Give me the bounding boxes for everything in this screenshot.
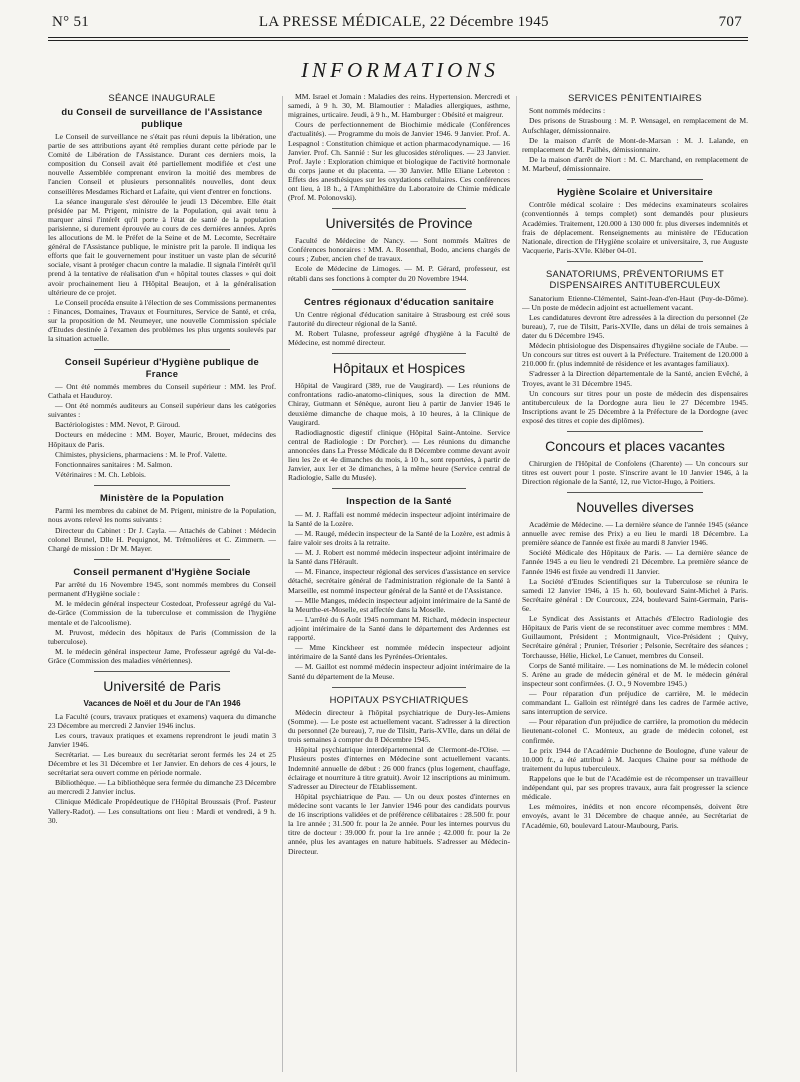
paragraph: Chimistes, physiciens, pharmaciens : M. le Prof. Valette. [55,449,227,459]
article-body [48,712,276,825]
paragraph: Contrôle médical scolaire : Des médecins examinateurs scolaires (conventionnés à temps complet) sont demandés pour plusieurs Académies. Traitement, 120.000 à 130 000 fr. plus diverses indemnités et frais de déplacement. Renseignements au ministère de l'Education Nationale, direction de l'Hygiène scolaire et universitaire, 3, rue Auguste Vacquerie, Paris-XVIe. Kléber 04-01. [522,200,748,255]
paragraph: La séance inaugurale s'est déroulée le jeudi 13 Décembre. Elle était présidée par M. Prigent, ministre de la Population, qui avait tenu à marquer ainsi l'intérêt qu'il porte à l'état de santé de la population parisienne, si durement éprouvée au cours de ces dernières années. Après les allocutions de M. le Préfet de la Seine et de M. Lecomte, Secrétaire général de l'Assistance publique, le ministre prit la parole. Il indiqua les efforts que fait le gouvernement pour instituer un vaste plan de sécurité sociale, visant à protéger chacun contre la maladie. Il signala l'intérêt qu'il prend à la tentative de réalisation d'un « hôpital toutes classes » qui doit avoir prochainement lieu à l'Hôpital Beaujon, et à la généralisation ultérieure de ce projet. [48,196,276,297]
article-body [522,294,748,426]
masthead-rule-2 [48,40,748,41]
paragraph: Hôpital psychiatrique interdépartemental de Clermont-de-l'Oise. — Plusieurs postes d'internes en Médecine sont actuellement vacants. Indemnité annuelle de début : 26 000 francs (plus logement, chauffage, éclairage et nourriture à titre gratuit). Avoir 12 inscriptions au minimum. S'adresser au Directeur de l'Etablissement. [288,745,510,791]
article-body [288,510,510,681]
paragraph: La Faculté (cours, travaux pratiques et examens) vaquera du dimanche 23 Décembre au mercredi 2 Janvier 1946 inclus. [48,711,276,730]
separator-rule [567,261,703,262]
separator-rule [567,431,703,432]
article-seance-inaugurale [48,92,276,343]
article-title: Universités de Province [325,215,473,232]
paragraph: Docteurs en médecine : MM. Boyer, Mauric, Brouet, médecins des Hôpitaux de Paris. [48,430,276,449]
paragraph: — M. Gaillot est nommé médecin inspecteur adjoint intérimaire de la Santé du département de la Meuse. [288,662,510,681]
masthead-rule [48,37,748,38]
article-title: Inspection de la Santé [346,495,452,507]
article-title: Conseil Supérieur d'Hygiène publique de France [64,356,260,379]
article-title: Hygiène Scolaire et Universitaire [557,186,713,198]
paragraph: Des prisons de Strasbourg : M. P. Wensagel, en remplacement de M. Aufschlager, démissionnaire. [522,116,748,135]
paragraph: Par arrêté du 16 Novembre 1945, sont nommés membres du Conseil permanent d'Hygiène sociale : [48,580,276,599]
article-hopitaux-hospices [288,360,510,482]
article-conseil-superieur [48,356,276,479]
paragraph: Vétérinaires : M. Ch. Leblois. [55,469,146,479]
paragraph: Hôpital psychiatrique de Pau. — Un ou deux postes d'internes en médecine sont vacants le 1er Janvier 1946 pour des candidats pourvus de 16 inscriptions validées et de préférence célibataires : 28.500 fr. pour la 1re année ; 31.500 fr. pour la 2e année. Pour les internes pourvus du titre de docteur : 39.000 fr. pour la 1re année ; 42.000 fr. pour la 2e année, plus les avantages en nature habituels. S'adresser au Médecin-Directeur. [288,791,510,856]
paragraph: Le Syndicat des Assistants et Attachés d'Electro Radiologie des Hôpitaux de Paris vient de se reconstituer avec comme membres : MM. Guillaumont, Président ; Montmignault, Vice-Président ; Quivy, Secrétaire général ; Prunier, Trésorier ; Pelsonie, Secrétaire des séances ; Torchausse, Hélie, Hickel, Le Canuet, membres du Conseil. [522,614,748,660]
article-body [288,236,510,283]
article-title: SERVICES PÉNITENTIAIRES [568,92,702,103]
paragraph: Bactériologistes : MM. Nevot, P. Giroud. [55,420,181,430]
separator-rule [567,492,703,493]
article-subtitle: Vacances de Noël et du Jour de l'An 1946 [83,698,241,708]
article-title: Hôpitaux et Hospices [332,360,466,377]
paragraph: Médecin directeur à l'hôpital psychiatrique de Dury-les-Amiens (Somme). — Le poste est actuellement vacant. S'adresser à la direction du personnel (2e bureau), 7, rue de Tilsitt, Paris-XVIIe, dans un délai de trois semaines à compter du 8 Décembre 1945. [288,707,510,745]
paragraph: MM. Israel et Jomain : Maladies des reins. Hypertension. Mercredi et samedi, à 9 h. 30, M. Blamoutier : Maladies allergiques, asthme, migraines, urticaire. Jeudi, à 9 h., M. Hamburger : Obésité et maigreur. [288,92,510,120]
paragraph: Sanatorium Etienne-Clémentel, Saint-Jean-d'en-Haut (Puy-de-Dôme). — Un poste de médecin adjoint est actuellement vacant. [522,293,748,312]
separator-rule [332,353,465,354]
paragraph: Bibliothèque. — La bibliothèque sera fermée du dimanche 23 Décembre au mercredi 2 Janvier inclus. [48,778,276,797]
paragraph: — M. Raugé, médecin inspecteur de la Santé de la Lozère, est admis à faire valoir ses droits à la retraite. [288,528,510,547]
section-banner: INFORMATIONS [301,58,499,82]
paragraph: Sont nommés médecins : [529,106,606,116]
article-title: Ministère de la Population [100,492,224,504]
article-continuation [288,92,510,202]
separator-rule [94,671,231,672]
paragraph: S'adresser à la Direction départementale de la Santé, ancien Evêché, à Troyes, avant le 31 Décembre 1945. [522,369,748,388]
separator-rule [332,687,465,688]
paragraph: Les cours, travaux pratiques et examens reprendront le jeudi matin 3 Janvier 1946. [48,730,276,749]
paragraph: Les candidatures devront être adressées à la direction du personnel (2e bureau), 7, rue de Tilsitt, Paris-XVIIe, dans un délai de trois semaines à dater du 6 Décembre 1945. [522,312,748,340]
paragraph: M. Robert Tulasne, professeur agrégé d'hygiène à la Faculté de Médecine, est nommé directeur. [288,329,510,348]
article-title: SANATORIUMS, PRÉVENTORIUMS ET DISPENSAIRES ANTITUBERCULEUX [546,267,724,291]
article-concours [522,438,748,486]
article-sanatoriums [522,268,748,425]
article-body [288,381,510,482]
paragraph: M. le médecin général inspecteur Jame, Professeur agrégé du Val-de-Grâce (Commission des maladies vénériennes). [48,646,276,665]
paragraph: — Ont été nommés auditeurs au Conseil supérieur dans les catégories suivantes : [48,401,276,420]
paragraph: — M. J. Robert est nommé médecin inspecteur adjoint intérimaire de la Santé dans l'Hérault. [288,548,510,567]
article-universites-province [288,215,510,282]
paragraph: M. Pruvost, médecin des hôpitaux de Paris (Commission de la tuberculose). [48,627,276,646]
paragraph: Radiodiagnostic digestif clinique (Hôpital Saint-Antoine. Service central de Radiologie : Dr Porcher). — Les réunions du dimanche annoncées dans La Presse Médicale du 8 Décembre comme devant avoir lieu les 2e et 4e dimanches du mois, à 10 h., sont reportées, à partir de Janvier, aux 1er et 3e dimanches, à la même heure (Service central de Radiologie, Salle du Musée). [288,427,510,483]
paragraph: De la maison d'arrêt de Niort : M. C. Marchand, en remplacement de M. Marbeuf, démissionnaire. [522,154,748,173]
article-body [522,106,748,173]
paragraph: — Mlle Manges, médecin inspecteur adjoint intérimaire de la Santé de la Meurthe-et-Moselle, est affectée dans la Moselle. [288,595,510,614]
masthead [52,14,742,34]
paragraph: Société Médicale des Hôpitaux de Paris. — La dernière séance de l'année 1945 a eu lieu le vendredi 21 Décembre. La première séance de l'année 1946 est fixée au vendredi 11 Janvier. [522,548,748,576]
article-body [522,200,748,255]
article-nouvelles-diverses [522,499,748,829]
separator-rule [94,485,231,486]
paragraph: — Mme Kinckheer est nommée médecin inspecteur adjoint intérimaire de la Santé dans les Pyrénées-Orientales. [288,643,510,662]
column-1 [48,92,276,1082]
paragraph: La Société d'Etudes Scientifiques sur la Tuberculose se réunira le samedi 12 Janvier 1946, à 15 h. 60, boulevard Saint-Michel à Paris. Secrétaire général : Dr Courcoux, 224, boulevard Saint-Germain, Paris-6e. [522,576,748,613]
paragraph: De la maison d'arrêt de Mont-de-Marsan : M. J. Lalande, en remplacement de M. Pailhès, démissionnaire. [522,135,748,154]
issue-date: 22 Décembre 1945 [429,14,549,30]
page-number: 707 [718,14,742,30]
article-title: SÉANCE INAUGURALE [108,92,216,103]
paragraph: Rappelons que le but de l'Académie est de récompenser un travailleur indépendant qui, par ses propres travaux, aura fait progresser la science médicale. [522,773,748,802]
paragraph: Chirurgien de l'Hôpital de Confolens (Charente) — Un concours sur titres est ouvert pour 1 poste. S'inscrire avant le 10 Janvier 1946, à la Direction régionale de la Santé, 12, rue Victor-Hugo, à Poitiers. [522,458,748,487]
paragraph: — L'arrêté du 6 Août 1945 nommant M. Richard, médecin inspecteur adjoint intérimaire de la Santé dans le département des Ardennes est rapporté. [288,614,510,643]
paragraph: Clinique Médicale Propédeutique de l'Hôpital Broussais (Prof. Pasteur Vallery-Radot). — Les consultations ont lieu : Mardi et vendredi, à 9 h. 30. [48,797,276,825]
paragraph: M. le médecin général inspecteur Costedoat, Professeur agrégé du Val-de-Grâce (Commission de la tuberculose et commission de l'hygiène mentale et de l'alcoolisme). [48,599,276,627]
article-body [48,580,276,665]
columns [0,92,800,1082]
article-centres-regionaux [288,296,510,348]
paragraph: Le prix 1944 de l'Académie Duchenne de Boulogne, d'une valeur de 10.000 fr., a été attribué à M. Jacques Chaine pour sa méthode de traitement du lupus tuberculeux. [522,745,748,773]
separator-rule [94,559,231,560]
paragraph: Un Centre régional d'éducation sanitaire à Strasbourg est créé sous l'autorité du directeur régional de la Santé. [288,309,510,329]
article-body [48,506,276,553]
paragraph: Hôpital de Vaugirard (389, rue de Vaugirard). — Les réunions de confrontations radio-anatomo-cliniques, sous la direction de MM. Chiray, Gutmann et Sénèque, auront lieu à partir de Janvier 1946 le deuxième dimanche de chaque mois, à 10 heures, à la Clinique de Vaugirard. [288,381,510,427]
paragraph: Corps de Santé militaire. — Les nominations de M. le médecin colonel S. Arène au grade de médecin général et de M. le médecin général inspecteur sont confirmées. (J. O., 9 Novembre 1945.) [522,660,748,688]
paragraph: Fonctionnaires sanitaires : M. Salmon. [55,459,173,469]
paragraph: Ecole de Médecine de Limoges. — M. P. Gérard, professeur, est rétabli dans ses fonctions à compter du 20 Novembre 1944. [288,264,510,283]
paragraph: Le Conseil de surveillance ne s'était pas réuni depuis la libération, une partie de ses attributions ayant été remplies durant cette période par le Comité de Libération de l'Assistance. Durant ces derniers mois, la composition du Conseil avait été partiellement modifiée et c'est une nouvelle Assemblée comprenant environ la moitié des membres de l'ancien Conseil et plusieurs personnalités nouvelles, dont deux conseillères Mesdames Richard et Lafaite, qui vient d'entrer en fonctions. [48,131,276,196]
paragraph: Faculté de Médecine de Nancy. — Sont nommés Maîtres de Conférences honoraires : MM. A. Rosenthal, Bodo, anciens chargés de cours ; Zuber, ancien chef de travaux. [288,236,510,264]
separator-rule [332,208,465,209]
article-hygiene-scolaire [522,186,748,255]
paragraph: Les mémoires, inédits et non encore récompensés, doivent être envoyés, avant le 31 Décembre de chaque année, au Secrétariat de l'Académie, 60, boulevard Latour-Maubourg, Paris. [522,802,748,830]
article-body [522,459,748,486]
paragraph: — M. Finance, inspecteur régional des services d'assistance en service détaché, secrétaire général de l'administration régionale de la Santé à Marseille, est nommé inspecteur général de la Santé et de l'Assistance. [288,567,510,595]
journal-title: LA PRESSE MÉDICALE, [258,14,426,30]
issue-number: N° 51 [52,14,90,30]
article-subtitle: du Conseil de surveillance de l'Assistance publique [61,106,263,129]
separator-rule [567,179,703,180]
article-inspection-sante [288,495,510,680]
paragraph: — Pour réparation d'un préjudice de carrière, la promotion du médecin lieutenant-colonel C. Monteux, au grade de médecin colonel, est confirmée. [522,717,748,745]
article-body [48,382,276,479]
article-title: Conseil permanent d'Hygiène Sociale [73,565,251,577]
paragraph: Académie de Médecine. — La dernière séance de l'année 1945 (séance annuelle avec remise des Prix) a eu lieu le mardi 18 Décembre. La première séance de l'année est fixée au mardi 8 Janvier 1946. [522,520,748,548]
article-title: Centres régionaux d'éducation sanitaire [303,295,495,307]
paragraph: Cours de perfectionnement de Biochimie médicale (Conférences d'actualités). — Programme du mois de Janvier 1946. 9 Janvier. Prof. A. Lespagnol : Constitution chimique et action pharmacodynamique. — 16 Janvier. Prof. Ch. Sannié : Sur les glucosides stéroliques. — 23 Janvier. Prof. Jayle : Exploration chimique et biologique de l'activité hormonale du corps jaune et du placenta. — 30 Janvier. Mlle Eliane Lebreton : Effets des anesthésiques sur les oxydations cellulaires. Ces conférences ont lieu, à 18 h., à l'Amphithéâtre du Laboratoire de Chimie médicale (Prof. M. Polonovski). [288,120,510,203]
article-body [48,132,276,344]
article-title: HOPITAUX PSYCHIATRIQUES [329,693,469,705]
separator-rule [332,289,465,290]
article-body [522,520,748,830]
article-body [288,708,510,856]
article-title: Université de Paris [103,678,221,695]
article-ministere-population [48,492,276,553]
separator-rule [332,488,465,489]
paragraph: Directeur du Cabinet : Dr J. Cayla. — Attachés de Cabinet : Médecin colonel Brunel, Dlle H. Pequignot, M. Trémolières et C. Zimmern. — Chargé de mission : Dr M. Mayer. [48,525,276,553]
column-2 [288,92,510,1082]
paragraph: Un concours sur titres pour un poste de médecin des dispensaires antituberculeux de la Dordogne aura lieu le 27 Décembre 1945. Inscriptions avant le 25 Décembre à la Préfecture de la Dordogne (avec exposé des titres et copie des diplômes). [522,388,748,425]
article-body [288,92,510,202]
article-title: Concours et places vacantes [545,438,725,455]
article-body [288,310,510,347]
column-3 [522,92,748,1082]
article-universite-paris [48,678,276,825]
paragraph: — Pour réparation d'un préjudice de carrière, M. le médecin commandant L. Galloin est réintégré dans les cadres de l'armée active, sans interruption de service. [522,688,748,717]
article-services-penitentiaires [522,92,748,173]
paragraph: — Ont été nommés membres du Conseil supérieur : MM. les Prof. Cathala et Hauduroy. [48,381,276,401]
article-hopitaux-psychiatriques [288,694,510,856]
article-conseil-permanent [48,566,276,665]
paragraph: Médecin phtisiologue des Dispensaires d'hygiène sociale de l'Aube. — Un concours sur titres est ouvert à la Préfecture. Traitement de 120.000 à 210.000 fr. (plus indemnité de résidence et les avantages familiaux). [522,341,748,369]
paragraph: — M. J. Raffali est nommé médecin inspecteur adjoint intérimaire de la Santé de la Lozère. [288,509,510,528]
paragraph: Secrétariat. — Les bureaux du secrétariat seront fermés les 24 et 25 Décembre et les 31 Décembre et 1er Janvier. En dehors de ces 4 jours, le secrétariat sera ouvert comme en période normale. [48,749,276,778]
journal-title-date [259,14,549,31]
separator-rule [94,349,231,350]
paragraph: Parmi les membres du cabinet de M. Prigent, ministre de la Population, nous avons relevé les noms suivants : [48,506,276,525]
paragraph: Le Conseil procéda ensuite à l'élection de ses Commissions permanentes : Finances, Domaines, Travaux et Fournitures, Service de Santé, et créa, sur la proposition de M. Neumeyer, une nouvelle Commission spéciale d'Etudes destinée à l'examen des problèmes les plus urgents soulevés par la situation actuelle. [48,297,276,344]
article-title: Nouvelles diverses [576,499,694,516]
